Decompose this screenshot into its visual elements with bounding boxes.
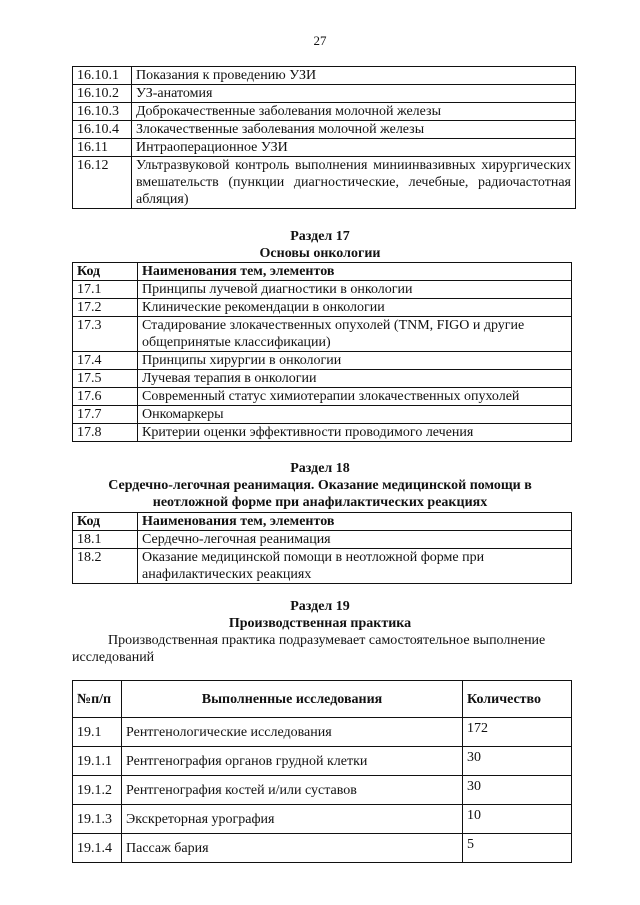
table-row bbox=[73, 139, 576, 157]
section19-title: Раздел 19 bbox=[290, 599, 350, 614]
row-name: Экскреторная урография bbox=[122, 805, 463, 834]
table-row bbox=[73, 67, 576, 85]
row-name: Оказание медицинской помощи в неотложной форме при анафилактических реакциях bbox=[138, 549, 572, 584]
row-name: Злокачественные заболевания молочной железы bbox=[132, 121, 576, 139]
table-row bbox=[73, 718, 572, 747]
row-name: Интраоперационное УЗИ bbox=[132, 139, 576, 157]
row-code: 17.2 bbox=[73, 299, 138, 317]
row-code: 16.10.3 bbox=[73, 103, 132, 121]
row-code: 17.1 bbox=[73, 281, 138, 299]
table-row bbox=[73, 549, 572, 584]
row-code: 16.11 bbox=[73, 139, 132, 157]
header-code: Код bbox=[73, 513, 138, 531]
row-name: Пассаж бария bbox=[122, 834, 463, 863]
row-name: Доброкачественные заболевания молочной железы bbox=[132, 103, 576, 121]
table-row bbox=[73, 370, 572, 388]
row-name: УЗ-анатомия bbox=[132, 85, 576, 103]
table-row bbox=[73, 805, 572, 834]
row-code: 17.4 bbox=[73, 352, 138, 370]
row-code: 17.8 bbox=[73, 424, 138, 442]
row-name: Критерии оценки эффективности проводимого лечения bbox=[138, 424, 572, 442]
row-name: Рентгенография органов грудной клетки bbox=[122, 747, 463, 776]
section18-subtitle-line2: неотложной форме при анафилактических реакциях bbox=[152, 495, 488, 510]
table-row bbox=[73, 85, 576, 103]
row-num: 19.1.3 bbox=[73, 805, 122, 834]
row-qty: 172 bbox=[463, 718, 572, 747]
row-code: 18.1 bbox=[73, 531, 138, 549]
table-row bbox=[73, 299, 572, 317]
row-code: 16.10.4 bbox=[73, 121, 132, 139]
row-num: 19.1.4 bbox=[73, 834, 122, 863]
row-name: Стадирование злокачественных опухолей (TNM, FIGO и другие общепринятые классификации) bbox=[138, 317, 572, 352]
table-row bbox=[73, 424, 572, 442]
table-row bbox=[73, 103, 576, 121]
table-row bbox=[73, 406, 572, 424]
row-name: Клинические рекомендации в онкологии bbox=[138, 299, 572, 317]
row-name: Рентгенография костей и/или суставов bbox=[122, 776, 463, 805]
section19-table bbox=[72, 680, 572, 863]
row-name: Лучевая терапия в онкологии bbox=[138, 370, 572, 388]
table-header bbox=[73, 681, 572, 718]
section17-table bbox=[72, 262, 572, 442]
row-code: 17.6 bbox=[73, 388, 138, 406]
section18-subtitle-line1: Сердечно-легочная реанимация. Оказание медицинской помощи в bbox=[108, 478, 532, 493]
row-name: Современный статус химиотерапии злокачественных опухолей bbox=[138, 388, 572, 406]
header-num: №п/п bbox=[73, 681, 122, 718]
row-code: 16.10.2 bbox=[73, 85, 132, 103]
row-name: Рентгенологические исследования bbox=[122, 718, 463, 747]
row-name: Принципы лучевой диагностики в онкологии bbox=[138, 281, 572, 299]
section19-paragraph: Производственная практика подразумевает самостоятельное выполнение исследований bbox=[72, 633, 546, 665]
section16-table bbox=[72, 66, 576, 209]
table-row bbox=[73, 157, 576, 209]
row-qty: 30 bbox=[463, 747, 572, 776]
header-name: Наименования тем, элементов bbox=[138, 263, 572, 281]
table-header bbox=[73, 263, 572, 281]
section18-table bbox=[72, 512, 572, 584]
table-row bbox=[73, 531, 572, 549]
section17-title: Раздел 17 bbox=[290, 229, 350, 244]
row-code: 17.7 bbox=[73, 406, 138, 424]
header-name: Наименования тем, элементов bbox=[138, 513, 572, 531]
row-code: 18.2 bbox=[73, 549, 138, 584]
row-code: 16.12 bbox=[73, 157, 132, 209]
header-code: Код bbox=[73, 263, 138, 281]
row-num: 19.1.1 bbox=[73, 747, 122, 776]
table-row bbox=[73, 121, 576, 139]
section17-subtitle: Основы онкологии bbox=[259, 246, 381, 261]
table-row bbox=[73, 352, 572, 370]
row-num: 19.1 bbox=[73, 718, 122, 747]
table-row bbox=[73, 747, 572, 776]
row-qty: 10 bbox=[463, 805, 572, 834]
table-header bbox=[73, 513, 572, 531]
row-name: Принципы хирургии в онкологии bbox=[138, 352, 572, 370]
row-name: Ультразвуковой контроль выполнения миниинвазивных хирургических вмешательств (пункции диагностические, лечебные, радиочастотная абляция) bbox=[132, 157, 576, 209]
table-row bbox=[73, 281, 572, 299]
row-name: Онкомаркеры bbox=[138, 406, 572, 424]
section19-subtitle: Производственная практика bbox=[228, 616, 412, 631]
header-name: Выполненные исследования bbox=[122, 681, 463, 718]
header-qty: Количество bbox=[463, 681, 572, 718]
row-num: 19.1.2 bbox=[73, 776, 122, 805]
row-qty: 5 bbox=[463, 834, 572, 863]
table-row bbox=[73, 317, 572, 352]
row-name: Показания к проведению УЗИ bbox=[132, 67, 576, 85]
row-code: 17.3 bbox=[73, 317, 138, 352]
row-name: Сердечно-легочная реанимация bbox=[138, 531, 572, 549]
table-row bbox=[73, 834, 572, 863]
table-row bbox=[73, 776, 572, 805]
page-number: 27 bbox=[313, 33, 327, 48]
row-code: 16.10.1 bbox=[73, 67, 132, 85]
row-qty: 30 bbox=[463, 776, 572, 805]
table-row bbox=[73, 388, 572, 406]
row-code: 17.5 bbox=[73, 370, 138, 388]
section18-title: Раздел 18 bbox=[290, 461, 350, 476]
